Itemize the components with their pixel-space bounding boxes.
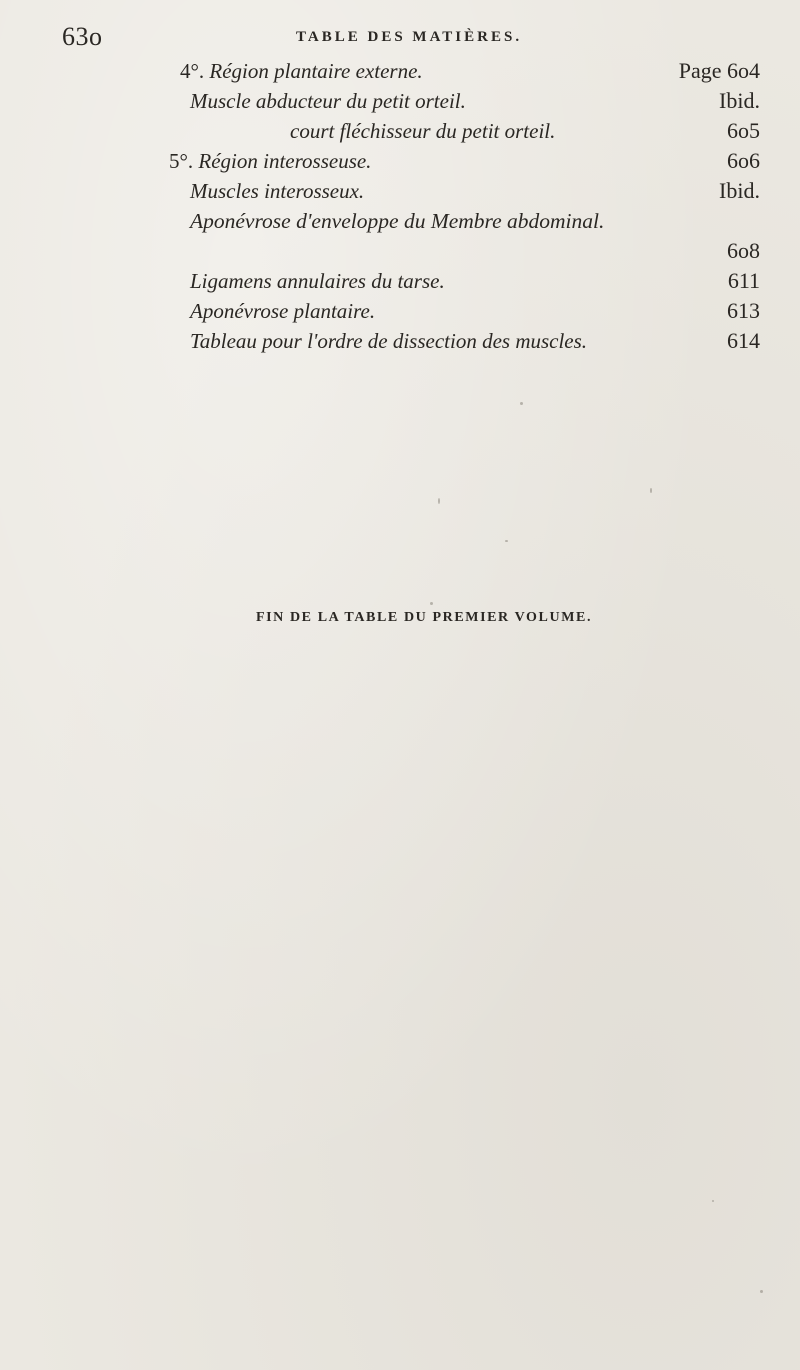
page-number: 63o [62,22,103,51]
table-of-contents [169,56,760,356]
toc-entry-text: court fléchisseur du petit orteil. [290,119,556,143]
toc-entry-label [290,116,555,146]
toc-entry-page: 6o6 [727,148,760,173]
running-head: TABLE DES MATIÈRES. [296,29,523,45]
toc-entry-text: Ligamens annulaires du tarse. [190,269,445,293]
paper-speck [650,488,652,493]
toc-entry-text: Muscle abducteur du petit orteil. [190,89,466,113]
paper-speck [505,540,508,542]
toc-entry-label [190,206,604,236]
toc-entry-label [190,266,445,296]
toc-entry-page: 611 [727,268,760,293]
toc-entry [180,86,760,116]
paper-speck [430,602,433,605]
toc-entry-page: 613 [727,298,760,323]
toc-entry-page: Page 6o4 [678,58,760,83]
toc-entry-label [190,326,587,356]
toc-entry-text: Aponévrose plantaire. [190,299,376,323]
toc-entry [180,116,760,146]
toc-entry-label [190,86,466,116]
toc-entry-text: Région plantaire externe. [209,59,423,83]
toc-entry-text: Région interosseuse. [198,149,372,173]
toc-entry-page: 6o5 [727,118,760,143]
paper-speck [712,1200,714,1202]
toc-entry [180,56,760,86]
toc-entry [169,146,760,176]
toc-entry-text: Tableau pour l'ordre de dissection des muscles. [190,329,588,353]
toc-entry-page: 6o8 [727,238,760,263]
toc-entry-label [180,56,423,86]
toc-entry-page: 614 [727,328,760,353]
toc-entry [180,206,760,236]
end-of-volume-note [0,610,800,626]
toc-entry-label [190,176,364,206]
toc-entry-number: 5°. [169,149,194,173]
toc-entry-label [169,146,371,176]
toc-entry-label [190,296,375,326]
toc-entry [180,236,760,266]
toc-entry [180,266,760,296]
toc-entry-page: Ibid. [719,178,760,203]
toc-entry-text: Muscles interosseux. [190,179,365,203]
end-of-volume-text: FIN DE LA TABLE DU PREMIER VOLUME. [255,610,593,625]
page-header [62,22,762,58]
toc-entry-number: 4°. [180,59,205,83]
paper-speck [520,402,523,405]
toc-entry [180,296,760,326]
toc-entry [180,176,760,206]
paper-speck [760,1290,763,1293]
paper-speck [438,498,440,504]
toc-entry-text: Aponévrose d'enveloppe du Membre abdominal. [190,209,605,233]
toc-entry [180,326,760,356]
toc-entry-page: Ibid. [719,88,760,113]
